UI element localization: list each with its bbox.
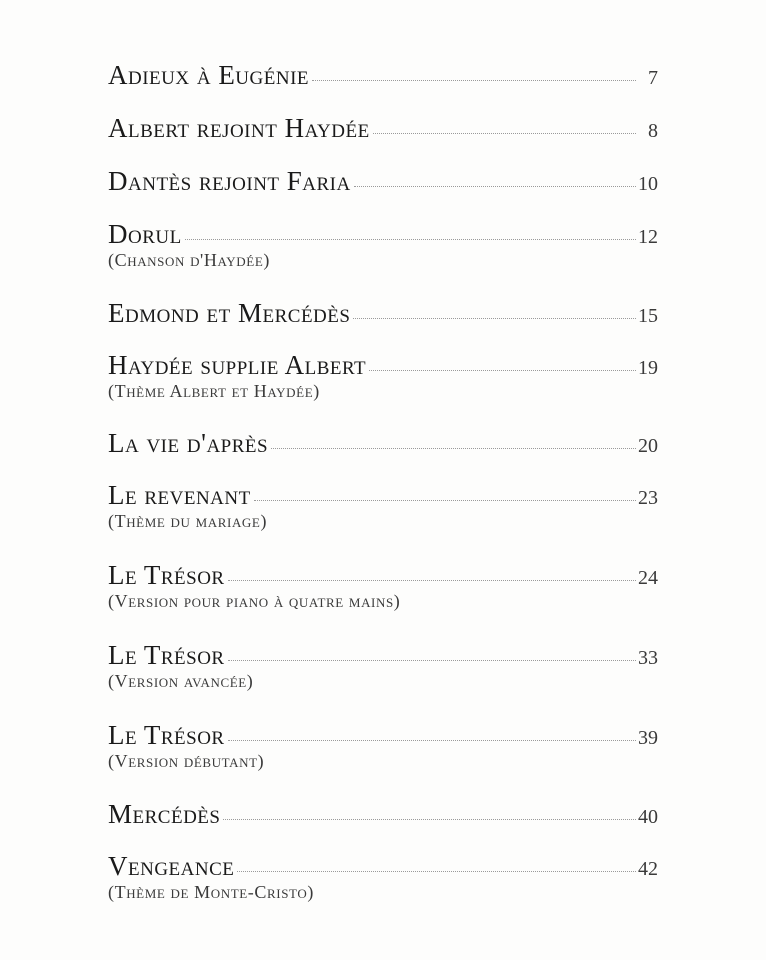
dot-leader bbox=[237, 871, 636, 872]
toc-page-number: 40 bbox=[638, 806, 658, 828]
toc-entry[interactable] bbox=[108, 480, 658, 531]
toc-line bbox=[108, 298, 658, 328]
dot-leader bbox=[373, 133, 636, 134]
toc-title: La vie d'après bbox=[108, 428, 269, 458]
toc-subtitle: (Chanson d'Haydée) bbox=[108, 250, 270, 270]
toc-line bbox=[108, 640, 658, 670]
toc-subtitle: (Thème Albert et Haydée) bbox=[108, 381, 320, 401]
toc-subtitle: (Version pour piano à quatre mains) bbox=[108, 591, 401, 611]
toc-title: Edmond et Mercédès bbox=[108, 298, 351, 328]
toc-entry[interactable] bbox=[108, 851, 658, 902]
toc-title: Dantès rejoint Faria bbox=[108, 166, 351, 196]
toc-subtitle: (Version avancée) bbox=[108, 671, 254, 691]
dot-leader bbox=[312, 80, 636, 81]
toc-title: Mercédès bbox=[108, 799, 221, 829]
toc-line bbox=[108, 113, 658, 143]
toc-title: Adieux à Eugénie bbox=[108, 60, 310, 90]
toc-title: Le Trésor bbox=[108, 560, 225, 590]
dot-leader bbox=[185, 239, 636, 240]
toc-line bbox=[108, 60, 658, 90]
dot-leader bbox=[228, 580, 636, 581]
toc-page-number: 23 bbox=[638, 487, 658, 509]
toc-entry[interactable] bbox=[108, 298, 658, 328]
toc-line bbox=[108, 350, 658, 380]
toc-title: Le Trésor bbox=[108, 640, 225, 670]
dot-leader bbox=[353, 318, 636, 319]
toc-subtitle: (Version débutant) bbox=[108, 751, 265, 771]
toc-line bbox=[108, 166, 658, 196]
toc-page-number: 10 bbox=[638, 173, 658, 195]
toc-page-number: 19 bbox=[638, 357, 658, 379]
toc-entry[interactable] bbox=[108, 720, 658, 771]
toc-line bbox=[108, 560, 658, 590]
toc-page-number: 33 bbox=[638, 647, 658, 669]
toc-page-number: 7 bbox=[648, 67, 658, 89]
toc-line bbox=[108, 480, 658, 510]
dot-leader bbox=[354, 186, 636, 187]
toc-page-number: 42 bbox=[638, 858, 658, 880]
toc-title: Albert rejoint Haydée bbox=[108, 113, 370, 143]
toc-title: Haydée supplie Albert bbox=[108, 350, 367, 380]
toc-line bbox=[108, 219, 658, 249]
toc-entry[interactable] bbox=[108, 350, 658, 401]
dot-leader bbox=[223, 819, 636, 820]
toc-title: Le Trésor bbox=[108, 720, 225, 750]
dot-leader bbox=[271, 448, 636, 449]
dot-leader bbox=[228, 660, 636, 661]
toc-entry[interactable] bbox=[108, 60, 658, 90]
toc-entry[interactable] bbox=[108, 428, 658, 458]
dot-leader bbox=[228, 740, 636, 741]
toc-entry[interactable] bbox=[108, 219, 658, 270]
toc-page-number: 20 bbox=[638, 435, 658, 457]
dot-leader bbox=[369, 370, 636, 371]
toc-page-number: 8 bbox=[648, 120, 658, 142]
toc-line bbox=[108, 799, 658, 829]
toc-title: Vengeance bbox=[108, 851, 235, 881]
dot-leader bbox=[254, 500, 636, 501]
toc-entry[interactable] bbox=[108, 799, 658, 829]
toc-page-number: 15 bbox=[638, 305, 658, 327]
toc-subtitle: (Thème de Monte-Cristo) bbox=[108, 882, 314, 902]
toc-title: Dorul bbox=[108, 219, 182, 249]
toc-entry[interactable] bbox=[108, 640, 658, 691]
toc-title: Le revenant bbox=[108, 480, 251, 510]
toc-page-number: 39 bbox=[638, 727, 658, 749]
toc-subtitle: (Thème du mariage) bbox=[108, 511, 268, 531]
toc-page-number: 12 bbox=[638, 226, 658, 248]
toc-line bbox=[108, 851, 658, 881]
toc-line bbox=[108, 428, 658, 458]
toc-entry[interactable] bbox=[108, 113, 658, 143]
toc-entry[interactable] bbox=[108, 166, 658, 196]
toc-page-number: 24 bbox=[638, 567, 658, 589]
toc-line bbox=[108, 720, 658, 750]
toc-entry[interactable] bbox=[108, 560, 658, 611]
